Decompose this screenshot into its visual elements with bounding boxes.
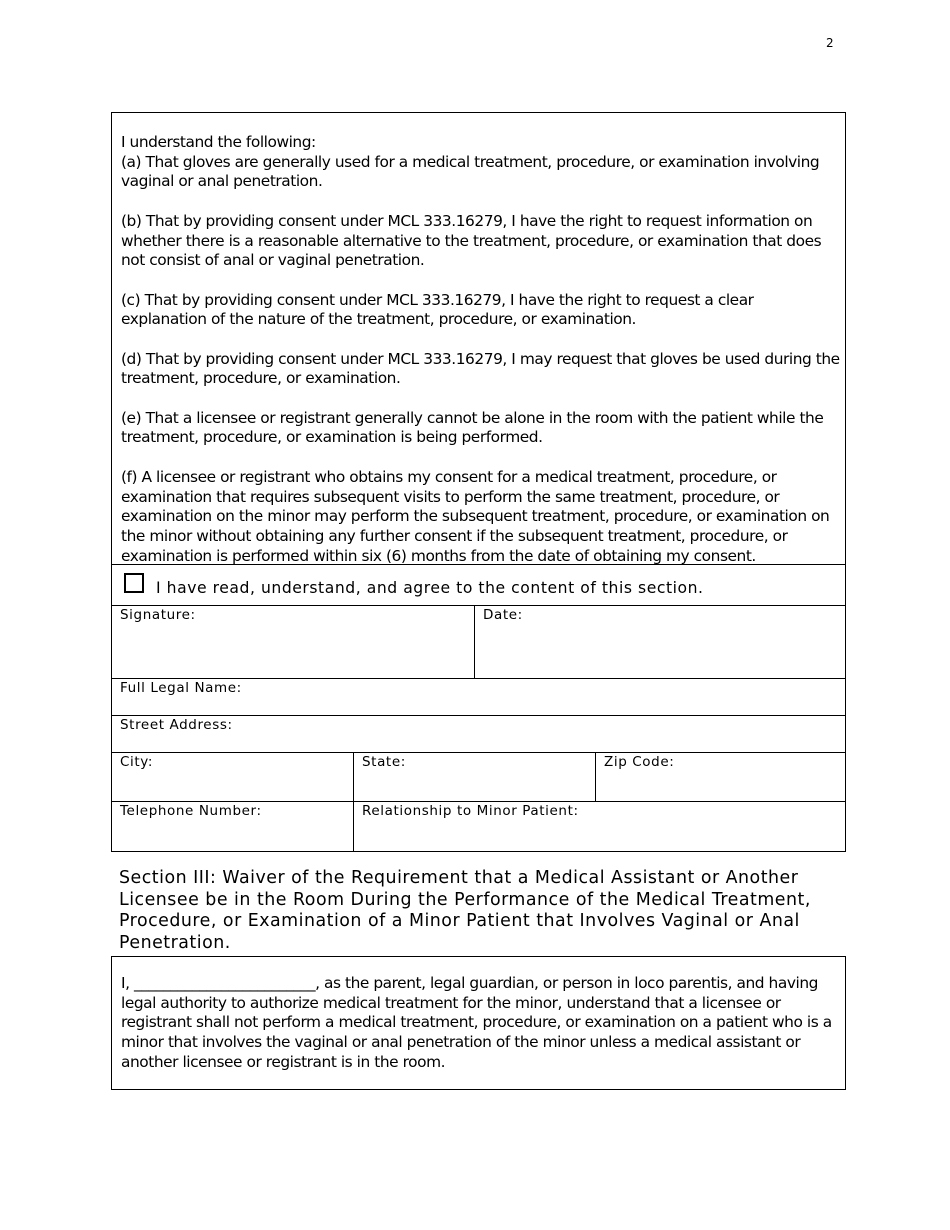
waiver-statement: [121, 974, 841, 1073]
consent-item-a: (a) That gloves are generally used for a medical treatment, procedure, or examination involving vaginal or anal penetration.: [121, 152, 820, 191]
consent-item-f: (f) A licensee or registrant who obtains my consent for a medical treatment, procedure, or examination that requires subsequent visits to perform the same treatment, procedure, or examination on the minor may perform the subsequent treatment, procedure, or examination on the minor without obtaining any further consent if the subsequent treatment, procedure, or examination is performed within six (6) months from the date of obtaining my consent.: [121, 467, 830, 565]
signature-field[interactable]: [112, 606, 474, 678]
city-field[interactable]: [112, 753, 353, 801]
city-label: City:: [120, 754, 154, 770]
waiver-body: I, _________________________, as the parent, legal guardian, or person in loco parentis, and having legal authority to authorize medical treatment for the minor, understand that a licensee or registrant shall not perform a medical treatment, procedure, or examination on a patient who is a minor that involves the vaginal or anal penetration of the minor unless a medical assistant or another licensee or registrant is in the room.: [121, 974, 832, 1071]
date-label: Date:: [483, 607, 523, 623]
state-field[interactable]: [353, 753, 596, 801]
relationship-label: Relationship to Minor Patient:: [362, 803, 579, 819]
acknowledgement-checkbox[interactable]: [124, 573, 144, 593]
consent-item-e: (e) That a licensee or registrant generally cannot be alone in the room with the patient while the treatment, procedure, or examination is being performed.: [121, 408, 824, 447]
consent-statements: [121, 133, 841, 566]
section-three-heading: Section III: Waiver of the Requirement that a Medical Assistant or Another Licensee be in the Room During the Performance of the Medical Treatment, Procedure, or Examination of a Minor Patient that Involves Vaginal or Anal Penetration.: [119, 868, 811, 953]
telephone-relationship-row: [112, 801, 845, 852]
signature-label: Signature:: [120, 607, 196, 623]
telephone-label: Telephone Number:: [120, 803, 262, 819]
acknowledgement-label: I have read, understand, and agree to the content of this section.: [156, 579, 704, 597]
street-address-label: Street Address:: [120, 717, 233, 733]
full-legal-name-row: [112, 678, 845, 715]
consent-item-d: (d) That by providing consent under MCL 333.16279, I may request that gloves be used during the treatment, procedure, or examination.: [121, 349, 840, 388]
full-legal-name-field[interactable]: [112, 679, 845, 715]
page-number: 2: [826, 36, 834, 50]
date-field[interactable]: [474, 606, 846, 678]
zip-code-label: Zip Code:: [604, 754, 675, 770]
consent-intro: I understand the following:: [121, 133, 316, 151]
section-two-consent-box: [111, 112, 846, 852]
consent-item-b: (b) That by providing consent under MCL 333.16279, I have the right to request information on whether there is a reasonable alternative to the treatment, procedure, or examination that does not consist of anal or vaginal penetration.: [121, 211, 822, 270]
zip-code-field[interactable]: [595, 753, 846, 801]
consent-item-c: (c) That by providing consent under MCL 333.16279, I have the right to request a clear explanation of the nature of the treatment, procedure, or examination.: [121, 290, 754, 329]
state-label: State:: [362, 754, 406, 770]
street-address-row: [112, 715, 845, 752]
city-state-zip-row: [112, 752, 845, 801]
section-three-waiver-box: [111, 956, 846, 1090]
acknowledgement-row: [112, 564, 845, 605]
telephone-field[interactable]: [112, 802, 353, 852]
signature-row: [112, 605, 845, 678]
street-address-field[interactable]: [112, 716, 845, 752]
full-legal-name-label: Full Legal Name:: [120, 680, 242, 696]
relationship-field[interactable]: [353, 802, 846, 852]
